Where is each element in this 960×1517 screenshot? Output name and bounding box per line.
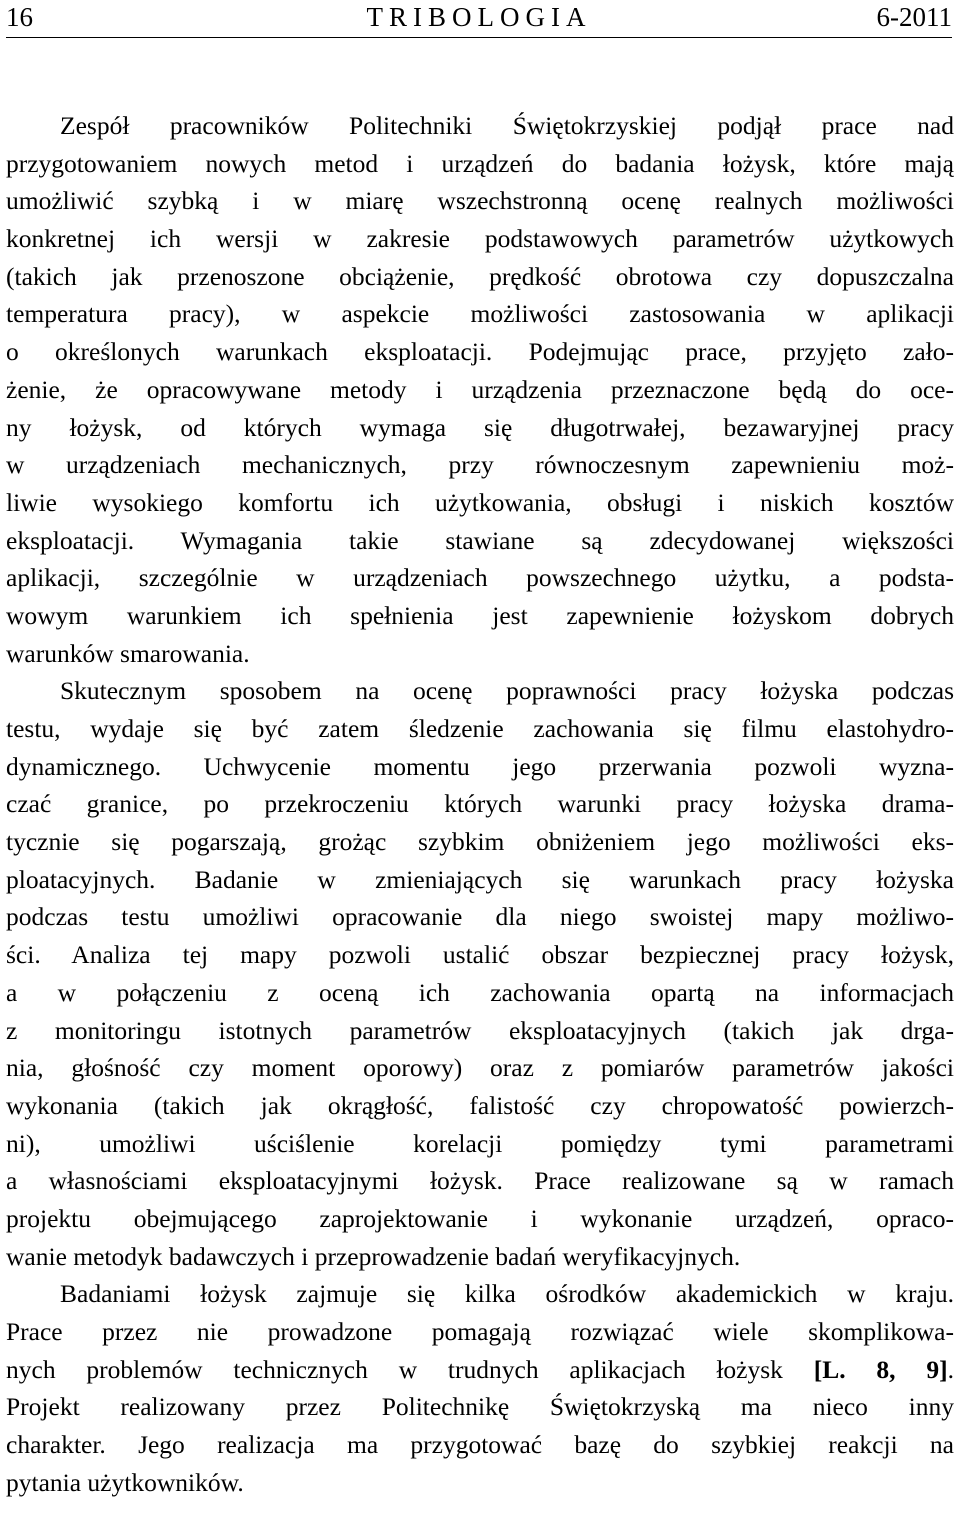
line-text: Badaniami łożysk zajmuje się kilka ośrodków akademickich w kraju. — [60, 1279, 954, 1309]
line-text: Projekt realizowany przez Politechnikę Świętokrzyską ma nieco inny — [6, 1392, 954, 1422]
journal-title: TRIBOLOGIA — [366, 2, 592, 32]
text-line — [6, 748, 954, 786]
line-text: charakter. Jego realizacja ma przygotować bazę do szybkiej reakcji na — [6, 1430, 954, 1460]
text-line — [6, 1275, 954, 1313]
text-line — [6, 522, 954, 560]
line-text: a własnościami eksploatacyjnymi łożysk. Prace realizowane są w ramach — [6, 1166, 954, 1196]
line-text: nych problemów technicznych w trudnych aplikacjach łożysk — [6, 1354, 783, 1384]
line-text: liwie wysokiego komfortu ich użytkowania, obsługi i niskich kosztów — [6, 487, 954, 517]
text-line — [6, 371, 954, 409]
line-text: wanie metodyk badawczych i przeprowadzenie badań weryfikacyjnych. — [6, 1241, 741, 1271]
line-text: umożliwić szybką i w miarę wszechstronną ocenę realnych możliwości — [6, 186, 954, 216]
text-line — [6, 1162, 954, 1200]
issue-number: 6-2011 — [876, 2, 952, 32]
line-text: aplikacji, szczególnie w urządzeniach powszechnego użytku, a podsta- — [6, 563, 954, 593]
line-text: nia, głośność czy moment oporowy) oraz z pomiarów parametrów jakości — [6, 1053, 954, 1083]
text-line — [6, 1464, 954, 1502]
line-text: pytania użytkowników. — [6, 1467, 244, 1497]
text-line — [6, 635, 954, 673]
text-line — [6, 1087, 954, 1125]
line-text: tycznie się pogarszają, grożąc szybkim obniżeniem jego możliwości eks- — [6, 827, 954, 857]
line-text: (takich jak przenoszone obciążenie, prędkość obrotowa czy dopuszczalna — [6, 261, 954, 291]
text-line — [6, 1313, 954, 1351]
line-text: konkretnej ich wersji w zakresie podstawowych parametrów użytkowych — [6, 224, 954, 254]
text-line — [6, 559, 954, 597]
header-rule — [6, 37, 952, 38]
line-text: Skutecznym sposobem na ocenę poprawności pracy łożyska podczas — [60, 676, 954, 706]
text-line — [6, 710, 954, 748]
text-line — [6, 220, 954, 258]
text-line — [6, 1125, 954, 1163]
text-line — [6, 597, 954, 635]
text-line — [6, 974, 954, 1012]
line-text: temperatura pracy), w aspekcie możliwości zastosowania w aplikacji — [6, 299, 954, 329]
text-line — [6, 409, 954, 447]
line-text: ni), umożliwi uściślenie korelacji pomiędzy tymi parametrami — [6, 1128, 954, 1158]
line-text: o określonych warunkach eksploatacji. Podejmując prace, przyjęto zało- — [6, 337, 954, 367]
line-text: dynamicznego. Uchwycenie momentu jego przerwania pozwoli wyzna- — [6, 751, 954, 781]
text-line — [6, 861, 954, 899]
text-line — [6, 785, 954, 823]
line-text: podczas testu umożliwi opracowanie dla niego swoistej mapy możliwo- — [6, 902, 954, 932]
line-text: w urządzeniach mechanicznych, przy równoczesnym zapewnieniu moż- — [6, 450, 954, 480]
line-text: ploatacyjnych. Badanie w zmieniających się warunkach pracy łożyska — [6, 864, 954, 894]
text-line — [6, 898, 954, 936]
text-line — [6, 1388, 954, 1426]
line-text: Prace przez nie prowadzone pomagają rozwiązać wiele skomplikowa- — [6, 1317, 954, 1346]
text-line — [6, 1012, 954, 1050]
text-line — [6, 1238, 954, 1276]
text-line — [6, 258, 954, 296]
line-text: eksploatacji. Wymagania takie stawiane są zdecydowanej większości — [6, 525, 954, 555]
text-line — [6, 936, 954, 974]
body-text — [6, 107, 954, 1501]
text-line — [6, 145, 954, 183]
line-text: wykonania (takich jak okrągłość, falistość czy chropowatość powierzch- — [6, 1090, 954, 1120]
line-text: a w połączeniu z oceną ich zachowania opartą na informacjach — [6, 977, 954, 1007]
text-line — [6, 107, 954, 145]
line-text: przygotowaniem nowych metod i urządzeń do badania łożysk, które mają — [6, 148, 954, 178]
line-text: projektu obejmującego zaprojektowanie i wykonanie urządzeń, opraco- — [6, 1203, 954, 1233]
line-text: żenie, że opracowywane metody i urządzenia przeznaczone będą do oce- — [6, 374, 954, 404]
running-header — [6, 2, 952, 32]
text-line — [6, 446, 954, 484]
line-text: ści. Analiza tej mapy pozwoli ustalić obszar bezpiecznej pracy łożysk, — [6, 940, 954, 970]
line-text: wowym warunkiem ich spełnienia jest zapewnienie łożyskom dobrych — [6, 600, 954, 630]
line-text: warunków smarowania. — [6, 638, 250, 668]
line-text: z monitoringu istotnych parametrów eksploatacyjnych (takich jak drga- — [6, 1015, 954, 1045]
citation-punctuation: . — [947, 1354, 954, 1384]
line-text: ny łożysk, od których wymaga się długotrwałej, bezawaryjnej pracy — [6, 412, 954, 442]
text-line — [6, 182, 954, 220]
text-line — [6, 333, 954, 371]
text-line — [6, 672, 954, 710]
text-line — [6, 1351, 954, 1389]
text-line — [6, 484, 954, 522]
text-line — [6, 1426, 954, 1464]
text-line — [6, 1200, 954, 1238]
text-line — [6, 295, 954, 333]
citation: [L. 8, 9] — [813, 1354, 948, 1384]
line-text: Zespół pracowników Politechniki Świętokrzyskiej podjął prace nad — [60, 111, 954, 140]
page-number: 16 — [6, 2, 33, 32]
text-line — [6, 1049, 954, 1087]
line-text: testu, wydaje się być zatem śledzenie zachowania się filmu elastohydro- — [6, 714, 954, 743]
text-line — [6, 823, 954, 861]
line-text: czać granice, po przekroczeniu których warunki pracy łożyska drama- — [6, 789, 954, 819]
